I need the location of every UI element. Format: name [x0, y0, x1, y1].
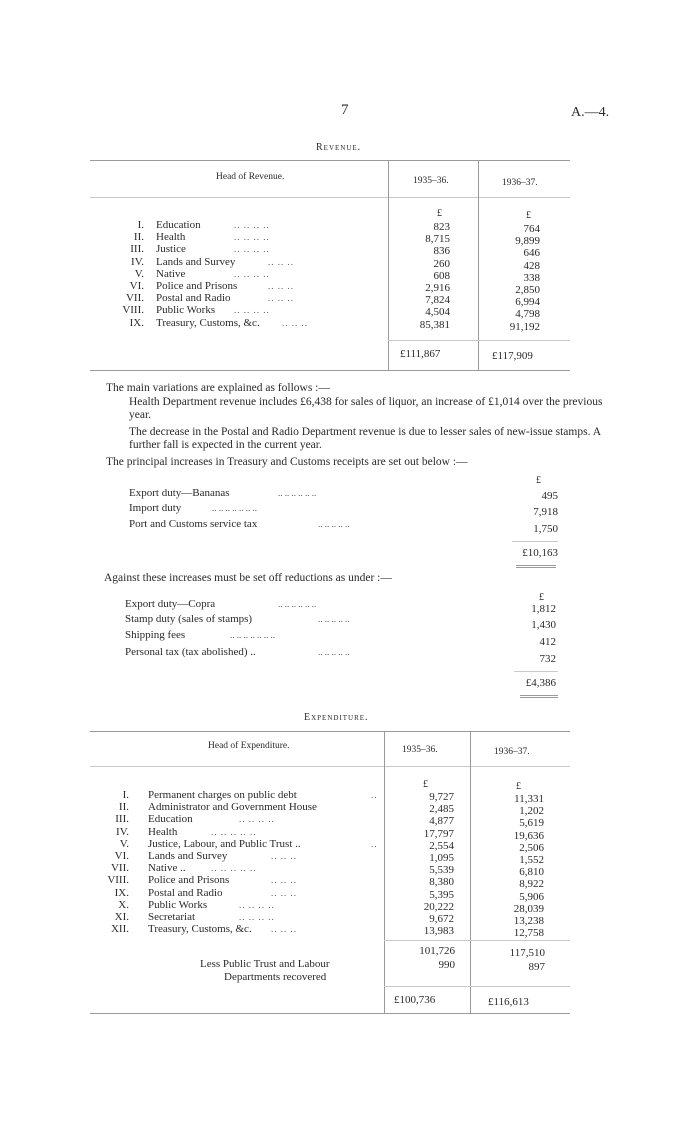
increase-item: Port and Customs service tax [129, 518, 258, 530]
table-row: XII. Treasury, Customs, &c. .. .. .. [110, 923, 297, 936]
expenditure-values-1935: 9,727 2,485 4,877 17,797 2,554 1,095 5,539 8,380 5,395 20,222 9,672 13,983 [423, 791, 454, 938]
expenditure-header-rule [90, 766, 570, 767]
variations-postal: The decrease in the Postal and Radio Department revenue is due to lesser sales of new-issue stamps. A further fall is expected in the current year. [129, 426, 601, 451]
table-row: XI. Secretariat .. .. .. .. [114, 910, 275, 923]
expenditure-total-rule [384, 986, 570, 987]
expenditure-col-1935: 1935–36. [402, 745, 438, 755]
expenditure-less-1935: 990 [438, 959, 455, 971]
increase-dots: .. .. .. .. .. .. .. [212, 503, 257, 513]
reductions-total: £4,386 [525, 677, 556, 689]
increase-value: 7,918 [533, 506, 558, 518]
expenditure-less-label-2: Departments recovered [224, 971, 327, 983]
expenditure-total-1936: £116,613 [488, 996, 529, 1008]
expenditure-values-1936: 11,331 1,202 5,619 19,636 2,506 1,552 6,810 8,922 5,906 28,039 13,238 12,758 [513, 793, 544, 940]
expenditure-less-label: Less Public Trust and Labour [200, 958, 330, 970]
expenditure-currency-1936: £ [516, 781, 521, 792]
increases-total-rule [512, 541, 558, 542]
expenditure-bottom-rule [90, 1013, 570, 1014]
reduction-dots: .. .. .. .. .. [318, 614, 350, 624]
page-number: 7 [341, 102, 349, 118]
revenue-total-rule [388, 340, 570, 341]
revenue-total-1935: £111,867 [400, 348, 441, 360]
reduction-value: 1,430 [531, 619, 556, 631]
table-row: I. Permanent charges on public debt .. [122, 789, 378, 801]
document-reference: A.—4. [571, 105, 610, 120]
revenue-col-1935: 1935–36. [413, 176, 449, 186]
increases-total: £10,163 [522, 547, 558, 559]
table-row: IX. Treasury, Customs, &c. .. .. .. [129, 316, 308, 329]
reduction-item: Shipping fees [125, 629, 186, 641]
revenue-values-1935: 823 8,715 836 260 608 2,916 7,824 4,504 85,381 [419, 221, 450, 331]
increase-value: 1,750 [533, 523, 558, 535]
revenue-col-head: Head of Revenue. [216, 172, 285, 182]
revenue-total-1936: £117,909 [492, 350, 533, 362]
variations-intro: The main variations are explained as follows :— [106, 382, 330, 394]
expenditure-col-1936: 1936–37. [494, 747, 530, 757]
increases-currency: £ [536, 475, 541, 486]
table-row: II. Health .. .. .. .. [133, 231, 270, 244]
table-row: V. Justice, Labour, and Public Trust .. .. [119, 837, 378, 850]
variations-principal: The principal increases in Treasury and Customs receipts are set out below :— [106, 456, 468, 468]
revenue-rows [116, 219, 386, 329]
reductions-total-rule [514, 671, 558, 672]
revenue-header-rule [90, 197, 570, 198]
reduction-dots: .. .. .. .. .. [318, 647, 350, 657]
table-row: VI. Lands and Survey .. .. .. [114, 849, 297, 862]
reduction-dots: .. .. .. .. .. .. .. [230, 630, 275, 640]
table-row: IV. Lands and Survey .. .. .. [131, 255, 294, 268]
revenue-currency-1936: £ [526, 210, 531, 221]
table-row: III. Education .. .. .. .. [115, 813, 275, 826]
reduction-item: Stamp duty (sales of stamps) [125, 613, 253, 625]
table-row: I. Education .. .. .. .. [137, 219, 270, 231]
increase-item: Import duty [129, 502, 182, 514]
increase-dots: .. .. .. .. .. [318, 519, 350, 529]
table-row: VII. Postal and Radio .. .. .. [125, 292, 294, 305]
increase-dots: .. .. .. .. .. .. [278, 488, 317, 498]
expenditure-col-divider-1 [384, 731, 385, 1013]
table-row: IX. Postal and Radio .. .. .. [114, 886, 297, 899]
reduction-value: 1,812 [531, 603, 556, 615]
revenue-top-rule [90, 160, 570, 161]
table-row: III. Justice .. .. .. .. [130, 243, 270, 256]
table-row: V. Native .. .. .. .. [134, 267, 270, 280]
expenditure-subtotal-rule [384, 940, 570, 941]
increase-value: 495 [541, 490, 558, 502]
reduction-value: 412 [539, 636, 556, 648]
expenditure-col-head: Head of Expenditure. [208, 741, 290, 751]
expenditure-total-1935: £100,736 [394, 994, 436, 1006]
table-row: VIII. Police and Prisons .. .. .. [107, 874, 297, 887]
variations-health: Health Department revenue includes £6,438 for sales of liquor, an increase of £1,014 over the previous year. [129, 396, 603, 421]
increase-item: Export duty—Bananas [129, 487, 230, 499]
increases-double-rule-2 [516, 567, 556, 568]
reduction-item: Export duty—Copra [125, 598, 216, 610]
reductions-double-rule [520, 695, 558, 696]
table-row: II. Administrator and Government House [118, 801, 317, 814]
variations-against: Against these increases must be set off reductions as under :— [104, 572, 392, 584]
table-row: IV. Health .. .. .. .. .. [116, 825, 257, 838]
reduction-value: 732 [539, 653, 556, 665]
revenue-values-1936: 764 9,899 646 428 338 2,850 6,994 4,798 91,192 [509, 223, 540, 333]
expenditure-col-divider-2 [470, 731, 471, 1013]
revenue-bottom-rule [90, 370, 570, 371]
reductions-currency: £ [539, 592, 544, 603]
revenue-col-divider-2 [478, 160, 479, 370]
expenditure-rows [101, 789, 383, 935]
expenditure-heading: Expenditure. [304, 712, 369, 723]
expenditure-less-1936: 897 [528, 961, 545, 973]
expenditure-subtotal-1936: 117,510 [509, 947, 545, 959]
reductions-double-rule-2 [520, 697, 558, 698]
increases-double-rule [516, 565, 556, 566]
reduction-dots: .. .. .. .. .. .. [278, 599, 317, 609]
revenue-currency-1935: £ [437, 208, 442, 219]
reduction-item: Personal tax (tax abolished) .. [125, 646, 256, 658]
table-row: VII. Native .. .. .. .. .. .. [110, 862, 257, 875]
expenditure-subtotal-1935: 101,726 [419, 945, 455, 957]
table-row: VI. Police and Prisons .. .. .. [129, 279, 294, 292]
revenue-col-divider-1 [388, 160, 389, 370]
revenue-heading: Revenue. [316, 142, 362, 153]
expenditure-currency-1935: £ [423, 779, 428, 790]
table-row: X. Public Works .. .. .. .. [118, 898, 275, 911]
revenue-col-1936: 1936–37. [502, 178, 538, 188]
table-row: VIII. Public Works .. .. .. .. [122, 304, 270, 317]
expenditure-top-rule [90, 731, 570, 732]
